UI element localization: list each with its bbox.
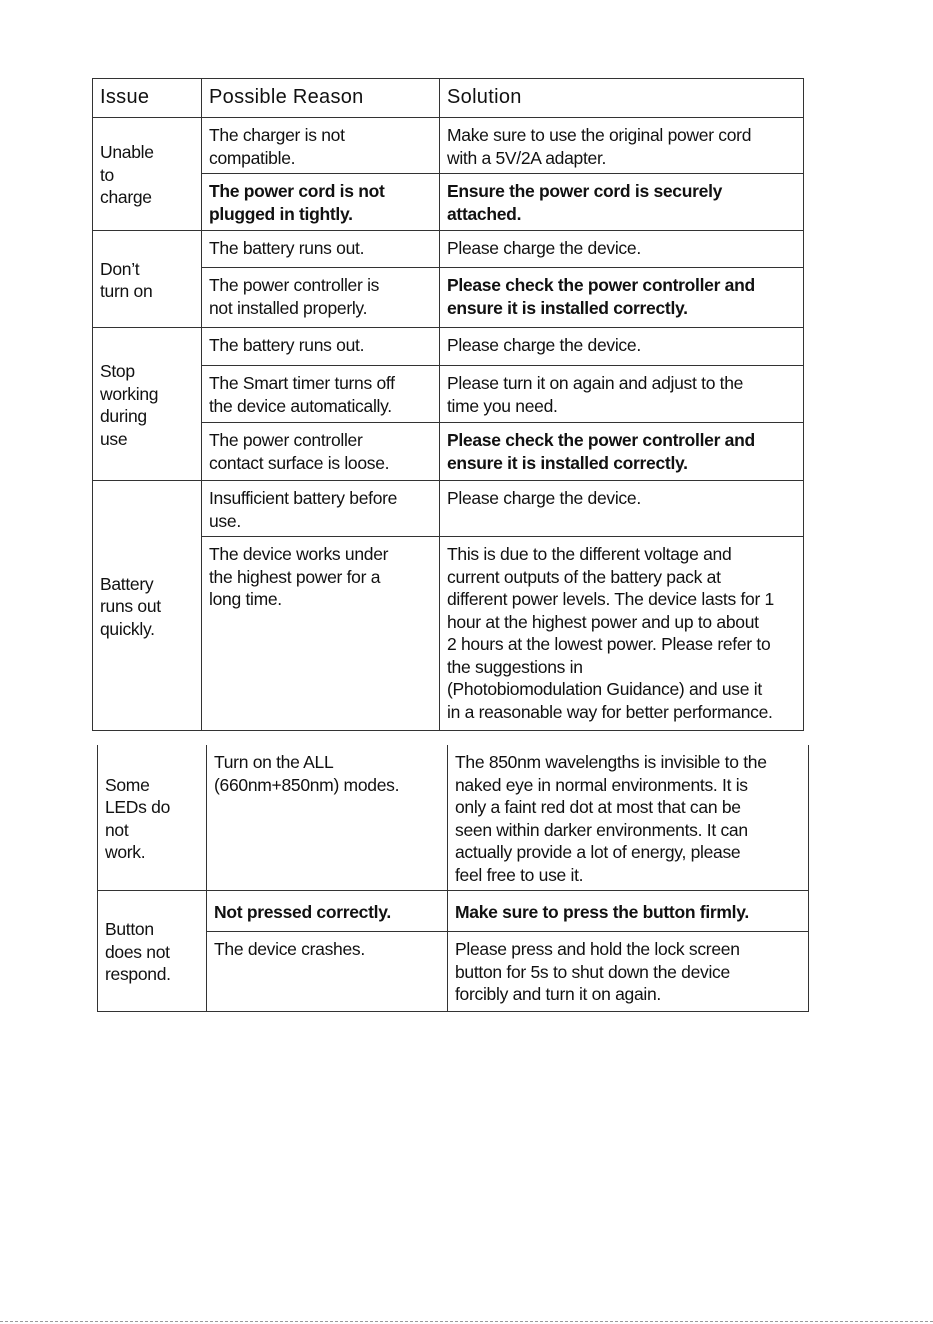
header-solution: Solution [440, 79, 804, 118]
reason-cell: The power controller contact surface is loose. [202, 423, 440, 481]
solution-cell: Please check the power controller and ensure it is installed correctly. [440, 268, 804, 328]
reason-cell: Insufficient battery before use. [202, 481, 440, 537]
solution-cell: The 850nm wavelengths is invisible to the naked eye in normal environments. It is only a faint red dot at most that can be seen within darker environments. It can actually provide a lot of energy, please feel free to use it. [448, 745, 809, 891]
reason-cell: The device works under the highest power for a long time. [202, 537, 440, 731]
header-issue: Issue [93, 79, 202, 118]
solution-cell: Make sure to press the button firmly. [448, 891, 809, 932]
reason-cell: The charger is not compatible. [202, 118, 440, 174]
solution-cell: Please charge the device. [440, 481, 804, 537]
reason-cell: The Smart timer turns off the device automatically. [202, 366, 440, 423]
reason-cell: The battery runs out. [202, 231, 440, 268]
reason-cell: The battery runs out. [202, 328, 440, 366]
header-row [93, 79, 804, 118]
issue-cell: Button does not respond. [98, 891, 207, 1012]
solution-cell: Please charge the device. [440, 231, 804, 268]
table-row [98, 891, 809, 932]
solution-cell: This is due to the different voltage and current outputs of the battery pack at different power levels. The device lasts for 1 hour at the highest power and up to about 2 hours at the lowest power. Please refer to the suggestions in (Photobiomodulation Guidance) and use it in a reasonable way for better performance. [440, 537, 804, 731]
troubleshooting-table-continued [97, 745, 809, 1012]
reason-cell: Turn on the ALL (660nm+850nm) modes. [207, 745, 448, 891]
reason-cell: The device crashes. [207, 932, 448, 1012]
troubleshooting-table [92, 78, 804, 731]
reason-cell: The power controller is not installed properly. [202, 268, 440, 328]
solution-cell: Please press and hold the lock screen button for 5s to shut down the device forcibly and turn it on again. [448, 932, 809, 1012]
solution-cell: Make sure to use the original power cord with a 5V/2A adapter. [440, 118, 804, 174]
issue-cell: Unable to charge [93, 118, 202, 231]
table-row [93, 118, 804, 174]
header-possible-reason: Possible Reason [202, 79, 440, 118]
issue-cell: Some LEDs do not work. [98, 745, 207, 891]
reason-cell: The power cord is not plugged in tightly. [202, 174, 440, 231]
solution-cell: Please charge the device. [440, 328, 804, 366]
solution-cell: Ensure the power cord is securely attached. [440, 174, 804, 231]
table-row [93, 328, 804, 366]
table-row [93, 231, 804, 268]
solution-cell: Please turn it on again and adjust to the time you need. [440, 366, 804, 423]
issue-cell: Don’t turn on [93, 231, 202, 328]
table-row [93, 481, 804, 537]
issue-cell: Stop working during use [93, 328, 202, 481]
issue-cell: Battery runs out quickly. [93, 481, 202, 731]
solution-cell: Please check the power controller and ensure it is installed correctly. [440, 423, 804, 481]
table-row [98, 745, 809, 891]
page-bottom-edge [0, 1321, 933, 1322]
reason-cell: Not pressed correctly. [207, 891, 448, 932]
